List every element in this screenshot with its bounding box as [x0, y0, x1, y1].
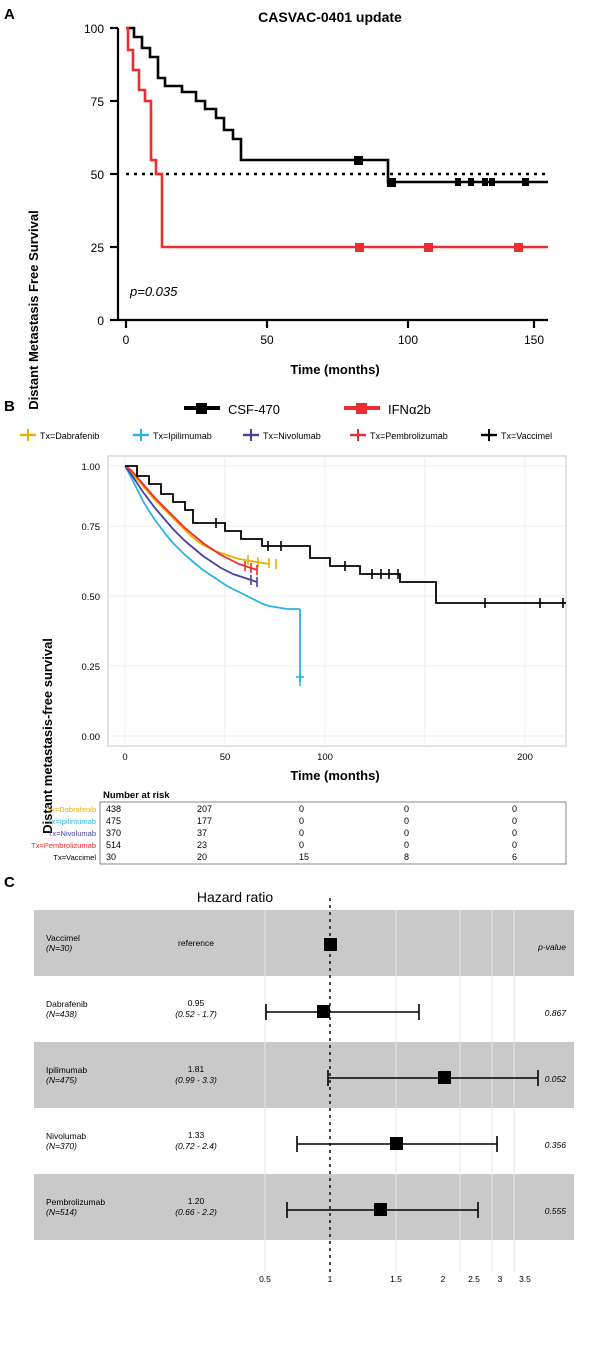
risk-table-title: Number at risk: [103, 790, 170, 801]
forest-row: [46, 998, 566, 1020]
forest-point-2: [438, 1071, 451, 1084]
panel-b-risk-table: [0, 788, 608, 868]
forest-xtick-4: 2.5: [468, 1274, 480, 1284]
risk-row-label-4: Tx=Vaccimel: [53, 853, 96, 862]
panel-b-xlabel: Time (months): [290, 768, 380, 783]
risk-cell-1-0: 475: [106, 816, 122, 826]
forest-row-estimate-4: 1.20: [187, 1196, 205, 1206]
panel-a-title: CASVAC-0401 update: [258, 9, 402, 25]
panel-b-letter: B: [4, 398, 15, 415]
forest-row-p-1: 0.867: [544, 1008, 566, 1018]
panel-b-legend-label-1: Tx=Ipilimumab: [153, 431, 212, 441]
risk-row: [47, 804, 517, 814]
forest-row-p-4: 0.555: [544, 1206, 566, 1216]
panel-a-ytick-100: 100: [83, 22, 104, 36]
forest-pvalue-header: p-value: [538, 942, 566, 952]
panel-b-legend-label-0: Tx=Dabrafenib: [40, 431, 100, 441]
risk-row: [31, 840, 517, 850]
panel-a-xtick-100: 100: [397, 333, 419, 347]
forest-row-name-3: Nivolumab: [46, 1131, 87, 1141]
panel-c-letter: C: [4, 874, 15, 891]
panel-a-ytick-0: 0: [97, 314, 104, 328]
risk-row-label-1: Tx=Ipilimumab: [47, 817, 96, 826]
forest-point-3: [390, 1137, 403, 1150]
risk-row-label-0: Tx=Dabrafenib: [46, 805, 96, 814]
forest-row-ci-2: (0.99 - 3.3): [175, 1075, 217, 1085]
forest-row-name-4: Pembrolizumab: [46, 1197, 106, 1207]
risk-cell-2-1: 37: [197, 828, 208, 838]
risk-cell-3-3: 0: [404, 840, 410, 850]
risk-cell-3-0: 514: [106, 840, 122, 850]
forest-row-ci-1: (0.52 - 1.7): [175, 1009, 217, 1019]
forest-row-estimate-0: reference: [178, 938, 214, 948]
risk-cell-2-0: 370: [106, 828, 122, 838]
forest-xtick-2: 1.5: [390, 1274, 402, 1284]
panel-a-ytick-50: 50: [90, 168, 104, 182]
forest-row-p-2: 0.052: [544, 1074, 566, 1084]
forest-xtick-3: 2: [440, 1274, 446, 1284]
panel-c-forest: [0, 880, 608, 1350]
risk-cell-4-3: 8: [404, 852, 410, 862]
panel-b-legend-label-2: Tx=Nivolumab: [263, 431, 321, 441]
panel-a-series-csf470: [126, 28, 548, 182]
panel-b-ylabel: Distant metastasis-free survival: [40, 638, 55, 834]
risk-cell-2-4: 0: [512, 828, 518, 838]
forest-row-n-0: (N=30): [46, 943, 73, 953]
forest-row-n-1: (N=438): [46, 1009, 77, 1019]
risk-cell-2-2: 0: [299, 828, 305, 838]
panel-a-xlabel: Time (months): [290, 362, 380, 377]
risk-cell-0-1: 207: [197, 804, 213, 814]
panel-a-series-ifn: [126, 28, 548, 247]
risk-cell-0-2: 0: [299, 804, 305, 814]
forest-row-estimate-1: 0.95: [187, 998, 205, 1008]
forest-row-n-4: (N=514): [46, 1207, 77, 1217]
panel-a-legend-label-0: CSF-470: [228, 402, 281, 417]
forest-row-estimate-2: 1.81: [187, 1064, 205, 1074]
forest-point-0: [324, 938, 337, 951]
panel-a-legend: [0, 396, 608, 420]
forest-point-4: [374, 1203, 387, 1216]
risk-row-label-3: Tx=Pembrolizumab: [31, 841, 96, 850]
panel-b-ytick-25: 0.25: [81, 662, 100, 673]
risk-row: [48, 828, 517, 838]
risk-cell-1-1: 177: [197, 816, 213, 826]
panel-b-ytick-0: 0.00: [81, 732, 100, 743]
panel-a-ytick-75: 75: [90, 95, 104, 109]
risk-cell-3-2: 0: [299, 840, 305, 850]
panel-b-ytick-50: 0.50: [81, 592, 100, 603]
forest-row: [46, 1130, 566, 1152]
risk-cell-4-2: 15: [299, 852, 310, 862]
risk-cell-0-4: 0: [512, 804, 518, 814]
risk-row: [47, 816, 517, 826]
forest-row-p-3: 0.356: [544, 1140, 566, 1150]
forest-row-n-2: (N=475): [46, 1075, 77, 1085]
risk-cell-3-1: 23: [197, 840, 208, 850]
panel-b-xtick-50: 50: [219, 752, 231, 763]
panel-b-legend: [0, 424, 608, 446]
panel-c-title: Hazard ratio: [196, 889, 274, 905]
risk-cell-0-0: 438: [106, 804, 122, 814]
panel-b-xtick-100: 100: [317, 752, 333, 763]
risk-cell-1-3: 0: [404, 816, 410, 826]
forest-row-band-0: [34, 910, 574, 976]
forest-row-band-2: [34, 1042, 574, 1108]
forest-row-ci-3: (0.72 - 2.4): [175, 1141, 217, 1151]
risk-cell-0-3: 0: [404, 804, 410, 814]
panel-b-legend-label-3: Tx=Pembrolizumab: [370, 431, 448, 441]
forest-point-1: [317, 1005, 330, 1018]
forest-row-band-4: [34, 1174, 574, 1240]
panel-a-xtick-150: 150: [523, 333, 545, 347]
risk-cell-4-4: 6: [512, 852, 518, 862]
panel-a-xtick-0: 0: [122, 333, 130, 347]
forest-row-name-2: Ipilimumab: [46, 1065, 88, 1075]
forest-row-n-3: (N=370): [46, 1141, 77, 1151]
risk-cell-3-4: 0: [512, 840, 518, 850]
risk-row: [53, 852, 517, 862]
risk-cell-1-4: 0: [512, 816, 518, 826]
forest-row-ci-4: (0.66 - 2.2): [175, 1207, 217, 1217]
forest-xtick-6: 3.5: [519, 1274, 531, 1284]
risk-row-label-2: Tx=Nivolumab: [47, 829, 96, 838]
panel-a-ytick-25: 25: [90, 241, 104, 255]
forest-xtick-5: 3: [497, 1274, 503, 1284]
panel-b-ytick-75: 0.75: [81, 522, 100, 533]
panel-a-pvalue: p=0.035: [130, 284, 178, 299]
forest-row-estimate-3: 1.33: [187, 1130, 205, 1140]
forest-row-name-1: Dabrafenib: [46, 999, 88, 1009]
risk-cell-4-1: 20: [197, 852, 208, 862]
panel-b-ytick-100: 1.00: [81, 462, 100, 473]
panel-b-legend-label-4: Tx=Vaccimel: [501, 431, 553, 441]
panel-b-xtick-0: 0: [122, 752, 128, 763]
forest-xtick-1: 1: [327, 1274, 333, 1284]
panel-a-xtick-50: 50: [260, 333, 274, 347]
risk-cell-1-2: 0: [299, 816, 305, 826]
panel-b-xtick-200: 200: [517, 752, 533, 763]
panel-a-letter: A: [4, 6, 15, 23]
forest-row-name-0: Vaccimel: [46, 933, 80, 943]
risk-cell-4-0: 30: [106, 852, 117, 862]
risk-cell-2-3: 0: [404, 828, 410, 838]
panel-a-ylabel: Distant Metastasis Free Survival: [26, 210, 41, 410]
panel-a-legend-label-1: IFNα2b: [388, 402, 431, 417]
forest-xtick-0: 0.5: [259, 1274, 271, 1284]
